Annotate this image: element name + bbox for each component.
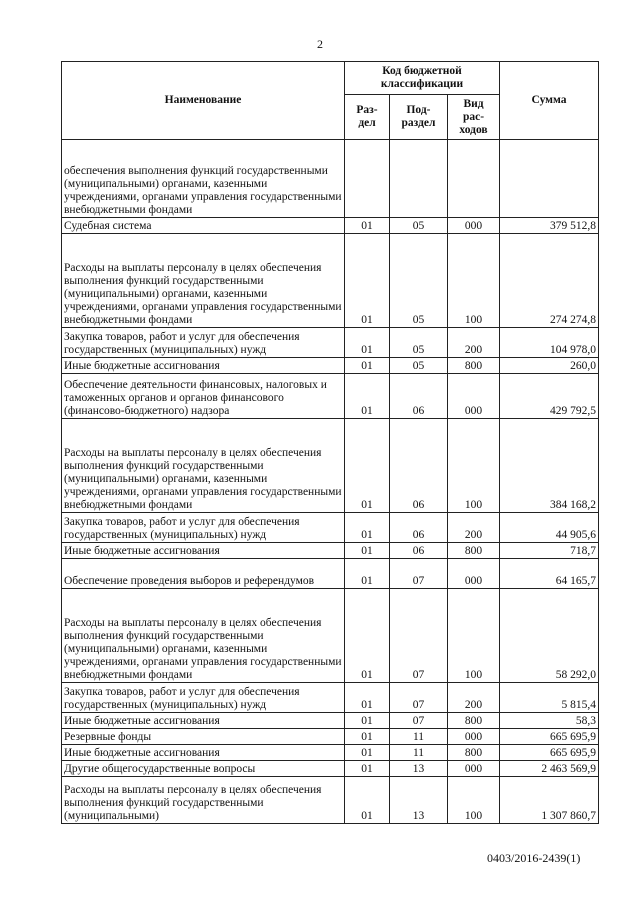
row-subsection: 07 — [390, 589, 448, 683]
row-name: Иные бюджетные ассигнования — [62, 745, 345, 761]
row-sum: 58,3 — [500, 713, 599, 729]
row-name: Закупка товаров, работ и услуг для обеспечения государственных (муниципальных) нужд — [62, 513, 345, 543]
row-expense-type: 000 — [448, 729, 500, 745]
row-subsection: 05 — [390, 328, 448, 358]
table-row — [62, 729, 599, 745]
row-sum: 5 815,4 — [500, 683, 599, 713]
row-expense-type: 800 — [448, 543, 500, 559]
row-expense-type: 200 — [448, 513, 500, 543]
row-name: Другие общегосударственные вопросы — [62, 761, 345, 777]
row-name: Судебная система — [62, 218, 345, 234]
row-subsection: 07 — [390, 713, 448, 729]
row-name: Резервные фонды — [62, 729, 345, 745]
row-sum: 44 905,6 — [500, 513, 599, 543]
row-subsection: 05 — [390, 234, 448, 328]
table-body — [62, 140, 599, 824]
row-name: Закупка товаров, работ и услуг для обеспечения государственных (муниципальных) нужд — [62, 683, 345, 713]
row-name: Расходы на выплаты персоналу в целях обеспечения выполнения функций государственными (муниципальными) — [62, 777, 345, 824]
row-name: Иные бюджетные ассигнования — [62, 358, 345, 374]
row-section: 01 — [345, 559, 390, 589]
row-section: 01 — [345, 218, 390, 234]
page-number: 2 — [317, 37, 323, 51]
table-row — [62, 683, 599, 713]
row-subsection: 06 — [390, 374, 448, 419]
row-section: 01 — [345, 358, 390, 374]
row-name: Обеспечение проведения выборов и референдумов — [62, 559, 345, 589]
row-section: 01 — [345, 589, 390, 683]
row-subsection: 06 — [390, 513, 448, 543]
table-row — [62, 140, 599, 218]
row-sum: 379 512,8 — [500, 218, 599, 234]
document-code: 0403/2016-2439(1) — [487, 851, 581, 865]
table-row — [62, 218, 599, 234]
row-section: 01 — [345, 419, 390, 513]
row-sum: 384 168,2 — [500, 419, 599, 513]
table-row — [62, 777, 599, 824]
row-expense-type: 800 — [448, 358, 500, 374]
row-subsection: 06 — [390, 543, 448, 559]
row-subsection: 11 — [390, 729, 448, 745]
row-section: 01 — [345, 683, 390, 713]
row-sum: 718,7 — [500, 543, 599, 559]
row-sum: 665 695,9 — [500, 729, 599, 745]
row-sum: 1 307 860,7 — [500, 777, 599, 824]
row-subsection: 07 — [390, 559, 448, 589]
row-name: Иные бюджетные ассигнования — [62, 543, 345, 559]
table-row — [62, 234, 599, 328]
table-row — [62, 543, 599, 559]
row-subsection — [390, 140, 448, 218]
row-name: Расходы на выплаты персоналу в целях обеспечения выполнения функций государственными (муниципальными) органами, казенными учреждениями, органами управления государственными внебюджетными фондами — [62, 589, 345, 683]
row-section: 01 — [345, 745, 390, 761]
row-sum: 64 165,7 — [500, 559, 599, 589]
row-expense-type: 000 — [448, 218, 500, 234]
row-subsection: 11 — [390, 745, 448, 761]
header-sum: Сумма — [500, 62, 599, 140]
row-sum: 665 695,9 — [500, 745, 599, 761]
row-name: Обеспечение деятельности финансовых, налоговых и таможенных органов и органов финансового (финансово-бюджетного) надзора — [62, 374, 345, 419]
row-subsection: 13 — [390, 761, 448, 777]
table-row — [62, 713, 599, 729]
table-row — [62, 559, 599, 589]
row-expense-type: 800 — [448, 713, 500, 729]
header-expense-type: Вид рас- ходов — [448, 95, 500, 140]
row-sum: 274 274,8 — [500, 234, 599, 328]
table-row — [62, 358, 599, 374]
row-sum — [500, 140, 599, 218]
table-row — [62, 374, 599, 419]
row-expense-type — [448, 140, 500, 218]
budget-table — [61, 61, 599, 824]
row-section — [345, 140, 390, 218]
row-name: Расходы на выплаты персоналу в целях обеспечения выполнения функций государственными (муниципальными) органами, казенными учреждениями, органами управления государственными внебюджетными фондами — [62, 419, 345, 513]
row-section: 01 — [345, 513, 390, 543]
header-code-group: Код бюджетной классификации — [345, 62, 500, 95]
row-name: обеспечения выполнения функций государственными (муниципальными) органами, казенными учреждениями, органами управления государственными внебюджетными фондами — [62, 140, 345, 218]
row-expense-type: 100 — [448, 419, 500, 513]
row-expense-type: 000 — [448, 374, 500, 419]
row-sum: 104 978,0 — [500, 328, 599, 358]
table-row — [62, 761, 599, 777]
row-section: 01 — [345, 328, 390, 358]
row-expense-type: 200 — [448, 683, 500, 713]
row-subsection: 06 — [390, 419, 448, 513]
row-subsection: 13 — [390, 777, 448, 824]
row-expense-type: 200 — [448, 328, 500, 358]
row-name: Расходы на выплаты персоналу в целях обеспечения выполнения функций государственными (муниципальными) органами, казенными учреждениями, органами управления государственными внебюджетными фондами — [62, 234, 345, 328]
row-section: 01 — [345, 374, 390, 419]
table-row — [62, 589, 599, 683]
table-row — [62, 513, 599, 543]
row-section: 01 — [345, 713, 390, 729]
row-section: 01 — [345, 543, 390, 559]
table-row — [62, 745, 599, 761]
row-expense-type: 800 — [448, 745, 500, 761]
row-expense-type: 100 — [448, 777, 500, 824]
row-subsection: 05 — [390, 218, 448, 234]
table-row — [62, 419, 599, 513]
row-section: 01 — [345, 777, 390, 824]
header-section: Раз- дел — [345, 95, 390, 140]
row-name: Иные бюджетные ассигнования — [62, 713, 345, 729]
row-sum: 429 792,5 — [500, 374, 599, 419]
row-sum: 260,0 — [500, 358, 599, 374]
row-sum: 58 292,0 — [500, 589, 599, 683]
row-name: Закупка товаров, работ и услуг для обеспечения государственных (муниципальных) нужд — [62, 328, 345, 358]
row-expense-type: 000 — [448, 559, 500, 589]
row-expense-type: 100 — [448, 589, 500, 683]
row-subsection: 07 — [390, 683, 448, 713]
header-name: Наименование — [62, 62, 345, 140]
row-subsection: 05 — [390, 358, 448, 374]
header-subsection: Под- раздел — [390, 95, 448, 140]
row-section: 01 — [345, 729, 390, 745]
row-section: 01 — [345, 761, 390, 777]
table-row — [62, 328, 599, 358]
row-expense-type: 100 — [448, 234, 500, 328]
row-section: 01 — [345, 234, 390, 328]
row-expense-type: 000 — [448, 761, 500, 777]
row-sum: 2 463 569,9 — [500, 761, 599, 777]
